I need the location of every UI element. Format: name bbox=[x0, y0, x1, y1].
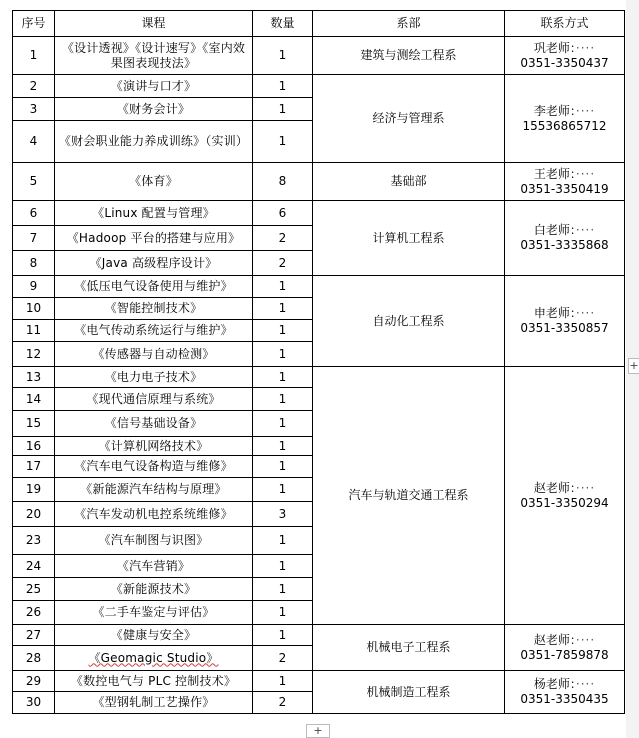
row-no: 14 bbox=[13, 388, 55, 411]
header-contact: 联系方式 bbox=[505, 11, 625, 37]
row-qty: 1 bbox=[253, 342, 313, 367]
row-no: 12 bbox=[13, 342, 55, 367]
table-row bbox=[13, 367, 625, 388]
dept-contact bbox=[505, 276, 625, 367]
course-table bbox=[12, 10, 625, 714]
row-no: 7 bbox=[13, 226, 55, 251]
row-no: 19 bbox=[13, 478, 55, 502]
row-qty: 1 bbox=[253, 367, 313, 388]
row-no: 20 bbox=[13, 502, 55, 527]
row-course: 《体育》 bbox=[55, 163, 253, 201]
contact-phone: 0351-3350437 bbox=[520, 55, 609, 70]
table-row bbox=[13, 37, 625, 75]
dept-contact bbox=[505, 367, 625, 625]
row-course: 《新能源技术》 bbox=[55, 578, 253, 601]
table-row bbox=[13, 201, 625, 226]
row-qty: 1 bbox=[253, 121, 313, 163]
row-qty: 1 bbox=[253, 527, 313, 555]
redacted-dots: ···· bbox=[575, 306, 596, 320]
row-no: 16 bbox=[13, 437, 55, 456]
redacted-dots: ···· bbox=[575, 103, 596, 118]
row-course: 《型钢轧制工艺操作》 bbox=[55, 692, 253, 714]
geomagic-course-text: 《Geomagic Studio》 bbox=[88, 650, 219, 665]
contact-phone: 0351-3335868 bbox=[520, 238, 609, 252]
row-course: 《信号基础设备》 bbox=[55, 411, 253, 437]
row-course: 《电气传动系统运行与维护》 bbox=[55, 320, 253, 342]
header-dept: 系部 bbox=[313, 11, 505, 37]
row-course: 《低压电气设备使用与维护》 bbox=[55, 276, 253, 298]
table-row bbox=[13, 163, 625, 201]
row-no: 1 bbox=[13, 37, 55, 75]
contact-name: 巩老师： bbox=[533, 40, 576, 55]
row-qty: 1 bbox=[253, 437, 313, 456]
row-course: 《新能源汽车结构与原理》 bbox=[55, 478, 253, 502]
row-no: 17 bbox=[13, 456, 55, 478]
row-qty: 1 bbox=[253, 478, 313, 502]
dept-contact bbox=[505, 625, 625, 671]
dept-name: 机械制造工程系 bbox=[313, 671, 505, 714]
row-no: 27 bbox=[13, 625, 55, 646]
contact-name: 王老师： bbox=[533, 166, 576, 181]
redacted-dots: ···· bbox=[575, 632, 596, 647]
row-qty: 2 bbox=[253, 226, 313, 251]
row-no: 5 bbox=[13, 163, 55, 201]
row-no: 11 bbox=[13, 320, 55, 342]
row-course: 《汽车电气设备构造与维修》 bbox=[55, 456, 253, 478]
row-no: 24 bbox=[13, 555, 55, 578]
row-no: 9 bbox=[13, 276, 55, 298]
row-course: 《财会职业能力养成训练》（实训） bbox=[55, 121, 253, 163]
row-no: 10 bbox=[13, 298, 55, 320]
dept-name: 自动化工程系 bbox=[313, 276, 505, 367]
contact-phone: 0351-3350419 bbox=[520, 181, 609, 196]
table-row bbox=[13, 625, 625, 646]
row-qty: 1 bbox=[253, 555, 313, 578]
row-course: 《二手车鉴定与评估》 bbox=[55, 601, 253, 625]
row-no: 6 bbox=[13, 201, 55, 226]
row-no: 3 bbox=[13, 98, 55, 121]
row-no: 23 bbox=[13, 527, 55, 555]
dept-contact bbox=[505, 671, 625, 714]
dept-contact bbox=[505, 75, 625, 163]
dept-name: 建筑与测绘工程系 bbox=[313, 37, 505, 75]
redacted-dots: ···· bbox=[575, 677, 596, 691]
row-qty: 8 bbox=[253, 163, 313, 201]
row-no: 29 bbox=[13, 671, 55, 692]
row-qty: 6 bbox=[253, 201, 313, 226]
dept-name: 机械电子工程系 bbox=[313, 625, 505, 671]
table-row bbox=[13, 75, 625, 98]
row-course: 《演讲与口才》 bbox=[55, 75, 253, 98]
row-qty: 1 bbox=[253, 98, 313, 121]
dept-name: 经济与管理系 bbox=[313, 75, 505, 163]
row-course bbox=[55, 646, 253, 671]
row-course: 《计算机网络技术》 bbox=[55, 437, 253, 456]
row-qty: 2 bbox=[253, 251, 313, 276]
header-qty: 数量 bbox=[253, 11, 313, 37]
document-page bbox=[12, 10, 625, 714]
row-qty: 2 bbox=[253, 692, 313, 714]
dept-contact bbox=[505, 37, 625, 75]
contact-name: 李老师： bbox=[533, 103, 576, 118]
contact-phone: 0351-3350435 bbox=[520, 692, 609, 706]
row-no: 15 bbox=[13, 411, 55, 437]
row-qty: 1 bbox=[253, 37, 313, 75]
redacted-dots: ···· bbox=[575, 166, 596, 181]
contact-phone: 15536865712 bbox=[522, 118, 607, 133]
row-qty: 1 bbox=[253, 456, 313, 478]
row-course: 《Linux 配置与管理》 bbox=[55, 201, 253, 226]
row-course: 《传感器与自动检测》 bbox=[55, 342, 253, 367]
row-qty: 1 bbox=[253, 578, 313, 601]
row-no: 2 bbox=[13, 75, 55, 98]
row-no: 26 bbox=[13, 601, 55, 625]
row-course: 《Hadoop 平台的搭建与应用》 bbox=[55, 226, 253, 251]
row-course: 《数控电气与 PLC 控制技术》 bbox=[55, 671, 253, 692]
row-qty: 1 bbox=[253, 75, 313, 98]
row-qty: 1 bbox=[253, 298, 313, 320]
dept-name: 基础部 bbox=[313, 163, 505, 201]
row-course: 《现代通信原理与系统》 bbox=[55, 388, 253, 411]
row-qty: 1 bbox=[253, 411, 313, 437]
row-no: 28 bbox=[13, 646, 55, 671]
dept-contact bbox=[505, 163, 625, 201]
contact-name: 杨老师： bbox=[533, 677, 576, 691]
dept-name: 计算机工程系 bbox=[313, 201, 505, 276]
redacted-dots: ···· bbox=[575, 480, 596, 495]
table-row bbox=[13, 276, 625, 298]
row-no: 4 bbox=[13, 121, 55, 163]
row-qty: 1 bbox=[253, 388, 313, 411]
row-course: 《汽车制图与识图》 bbox=[55, 527, 253, 555]
contact-name: 赵老师： bbox=[533, 480, 576, 495]
contact-name: 申老师： bbox=[533, 306, 576, 320]
row-qty: 2 bbox=[253, 646, 313, 671]
dept-contact bbox=[505, 201, 625, 276]
dept-name: 汽车与轨道交通工程系 bbox=[313, 367, 505, 625]
row-course: 《Java 高级程序设计》 bbox=[55, 251, 253, 276]
header-row bbox=[13, 11, 625, 37]
contact-name: 赵老师： bbox=[533, 632, 576, 647]
row-course: 《财务会计》 bbox=[55, 98, 253, 121]
add-column-button[interactable]: + bbox=[629, 359, 639, 372]
header-course: 课程 bbox=[55, 11, 253, 37]
row-no: 30 bbox=[13, 692, 55, 714]
row-qty: 1 bbox=[253, 625, 313, 646]
row-qty: 1 bbox=[253, 320, 313, 342]
row-qty: 1 bbox=[253, 276, 313, 298]
row-course: 《汽车营销》 bbox=[55, 555, 253, 578]
row-course: 《电力电子技术》 bbox=[55, 367, 253, 388]
row-qty: 1 bbox=[253, 601, 313, 625]
contact-phone: 0351-7859878 bbox=[520, 647, 609, 662]
row-course: 《设计透视》《设计速写》《室内效果图表现技法》 bbox=[55, 37, 253, 75]
row-no: 25 bbox=[13, 578, 55, 601]
table-row bbox=[13, 671, 625, 692]
row-course: 《汽车发动机电控系统维修》 bbox=[55, 502, 253, 527]
contact-name: 白老师： bbox=[533, 223, 576, 237]
header-no: 序号 bbox=[13, 11, 55, 37]
contact-phone: 0351-3350294 bbox=[520, 495, 609, 510]
contact-phone: 0351-3350857 bbox=[520, 321, 609, 335]
add-row-button[interactable]: + bbox=[306, 724, 330, 738]
row-qty: 1 bbox=[253, 671, 313, 692]
redacted-dots: ···· bbox=[575, 40, 596, 55]
row-no: 13 bbox=[13, 367, 55, 388]
row-qty: 3 bbox=[253, 502, 313, 527]
row-no: 8 bbox=[13, 251, 55, 276]
row-course: 《健康与安全》 bbox=[55, 625, 253, 646]
row-course: 《智能控制技术》 bbox=[55, 298, 253, 320]
redacted-dots: ···· bbox=[575, 223, 596, 237]
